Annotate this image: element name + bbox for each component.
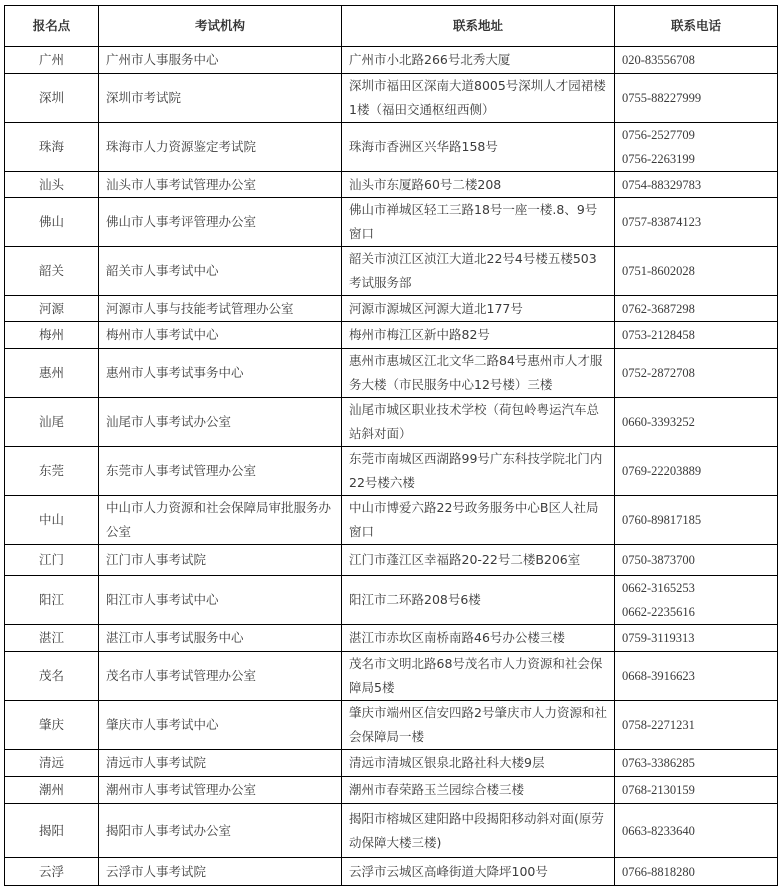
- cell-phone: [615, 545, 778, 576]
- cell-site: 河源: [5, 296, 99, 322]
- cell-address: 云浮市云城区高峰街道大降坪100号: [342, 858, 615, 886]
- cell-address: 东莞市南城区西湖路99号广东科技学院北门内22号楼六楼: [342, 447, 615, 496]
- phone-number: 0759-3119313: [622, 631, 695, 645]
- table-body: [5, 47, 778, 886]
- phone-number: 0769-22203889: [622, 464, 702, 478]
- phone-number: 0754-88329783: [622, 177, 702, 192]
- cell-org: 肇庆市人事考试中心: [99, 701, 342, 750]
- cell-site: 梅州: [5, 322, 99, 349]
- cell-phone: [615, 447, 778, 496]
- cell-site: 中山: [5, 496, 99, 545]
- table-row: [5, 777, 778, 804]
- phone-number: 0752-2872708: [622, 366, 695, 380]
- cell-phone: [615, 701, 778, 750]
- cell-phone: [615, 172, 778, 198]
- table-row: [5, 47, 778, 74]
- cell-address: 阳江市二环路208号6楼: [342, 576, 615, 625]
- table-row: [5, 496, 778, 545]
- cell-site: 佛山: [5, 198, 99, 247]
- phone-number: 0751-8602028: [622, 264, 695, 278]
- header-address: 联系地址: [342, 6, 615, 47]
- table-row: [5, 750, 778, 777]
- table-row: [5, 576, 778, 625]
- cell-org: 深圳市考试院: [99, 74, 342, 123]
- phone-number: 0755-88227999: [622, 91, 702, 105]
- cell-org: 珠海市人力资源鉴定考试院: [99, 123, 342, 172]
- cell-phone: [615, 858, 778, 886]
- cell-address: 梅州市梅江区新中路82号: [342, 322, 615, 349]
- cell-org: 潮州市人事考试管理办公室: [99, 777, 342, 804]
- cell-site: 广州: [5, 47, 99, 74]
- cell-site: 江门: [5, 545, 99, 576]
- phone-number: 0663-8233640: [622, 823, 695, 838]
- cell-org: 佛山市人事考评管理办公室: [99, 198, 342, 247]
- table-row: [5, 198, 778, 247]
- table-row: [5, 804, 778, 858]
- cell-phone: [615, 750, 778, 777]
- cell-org: 茂名市人事考试管理办公室: [99, 652, 342, 701]
- table-row: [5, 447, 778, 496]
- cell-org: 云浮市人事考试院: [99, 858, 342, 886]
- header-site: 报名点: [5, 6, 99, 47]
- cell-phone: [615, 652, 778, 701]
- cell-address: 深圳市福田区深南大道8005号深圳人才园裙楼1楼（福田交通枢纽西侧）: [342, 74, 615, 123]
- cell-org: 东莞市人事考试管理办公室: [99, 447, 342, 496]
- phone-number: 0750-3873700: [622, 553, 695, 567]
- table-row: [5, 247, 778, 296]
- cell-site: 珠海: [5, 123, 99, 172]
- cell-site: 韶关: [5, 247, 99, 296]
- phone-number: 020-83556708: [622, 53, 695, 67]
- cell-site: 肇庆: [5, 701, 99, 750]
- cell-site: 东莞: [5, 447, 99, 496]
- table-row: [5, 545, 778, 576]
- cell-address: 惠州市惠城区江北文华二路84号惠州市人才服务大楼（市民服务中心12号楼）三楼: [342, 349, 615, 398]
- phone-number: 0768-2130159: [622, 783, 695, 797]
- cell-site: 汕头: [5, 172, 99, 198]
- cell-phone: [615, 349, 778, 398]
- cell-org: 江门市人事考试院: [99, 545, 342, 576]
- phone-number: 0662-2235616: [622, 605, 695, 619]
- cell-org: 广州市人事服务中心: [99, 47, 342, 74]
- cell-address: 肇庆市端州区信安四路2号肇庆市人力资源和社会保障局一楼: [342, 701, 615, 750]
- exam-contacts-table: [4, 5, 778, 886]
- phone-number: 0760-89817185: [622, 513, 702, 527]
- phone-number: 0766-8818280: [622, 864, 695, 879]
- cell-address: 广州市小北路266号北秀大厦: [342, 47, 615, 74]
- cell-address: 清远市清城区银泉北路社科大楼9层: [342, 750, 615, 777]
- cell-phone: [615, 74, 778, 123]
- phone-number: 0660-3393252: [622, 415, 695, 429]
- cell-phone: [615, 247, 778, 296]
- cell-site: 阳江: [5, 576, 99, 625]
- table-row: [5, 172, 778, 198]
- table-row: [5, 701, 778, 750]
- phone-number: 0756-2527709: [622, 128, 695, 142]
- table-row: [5, 296, 778, 322]
- cell-org: 清远市人事考试院: [99, 750, 342, 777]
- cell-org: 湛江市人事考试服务中心: [99, 625, 342, 652]
- cell-phone: [615, 496, 778, 545]
- cell-phone: [615, 322, 778, 349]
- phone-number: 0758-2271231: [622, 718, 695, 732]
- header-row: [5, 6, 778, 47]
- table-row: [5, 123, 778, 172]
- cell-site: 湛江: [5, 625, 99, 652]
- phone-number: 0763-3386285: [622, 756, 695, 770]
- cell-phone: [615, 47, 778, 74]
- cell-phone: [615, 777, 778, 804]
- table-row: [5, 625, 778, 652]
- cell-org: 梅州市人事考试中心: [99, 322, 342, 349]
- phone-number: 0757-83874123: [622, 215, 702, 229]
- cell-site: 惠州: [5, 349, 99, 398]
- table-header: [5, 6, 778, 47]
- cell-org: 河源市人事与技能考试管理办公室: [99, 296, 342, 322]
- phone-number: 0753-2128458: [622, 328, 695, 342]
- cell-address: 潮州市春荣路玉兰园综合楼三楼: [342, 777, 615, 804]
- cell-site: 潮州: [5, 777, 99, 804]
- cell-site: 汕尾: [5, 398, 99, 447]
- cell-org: 汕头市人事考试管理办公室: [99, 172, 342, 198]
- cell-phone: [615, 123, 778, 172]
- cell-address: 中山市博爱六路22号政务服务中心B区人社局窗口: [342, 496, 615, 545]
- table-row: [5, 74, 778, 123]
- cell-address: 揭阳市榕城区建阳路中段揭阳移动斜对面(原劳动保障大楼三楼): [342, 804, 615, 858]
- table-row: [5, 349, 778, 398]
- table-row: [5, 858, 778, 886]
- cell-site: 揭阳: [5, 804, 99, 858]
- header-org: 考试机构: [99, 6, 342, 47]
- cell-phone: [615, 804, 778, 858]
- cell-phone: [615, 198, 778, 247]
- cell-phone: [615, 296, 778, 322]
- cell-phone: [615, 576, 778, 625]
- table-row: [5, 652, 778, 701]
- phone-number: 0662-3165253: [622, 581, 695, 595]
- cell-org: 揭阳市人事考试办公室: [99, 804, 342, 858]
- cell-address: 茂名市文明北路68号茂名市人力资源和社会保障局5楼: [342, 652, 615, 701]
- cell-address: 韶关市浈江区浈江大道北22号4号楼五楼503考试服务部: [342, 247, 615, 296]
- phone-number: 0668-3916623: [622, 669, 695, 683]
- cell-address: 河源市源城区河源大道北177号: [342, 296, 615, 322]
- table-row: [5, 322, 778, 349]
- cell-address: 珠海市香洲区兴华路158号: [342, 123, 615, 172]
- cell-address: 佛山市禅城区轻工三路18号一座一楼.8、9号窗口: [342, 198, 615, 247]
- cell-site: 茂名: [5, 652, 99, 701]
- cell-site: 深圳: [5, 74, 99, 123]
- cell-address: 湛江市赤坎区南桥南路46号办公楼三楼: [342, 625, 615, 652]
- cell-phone: [615, 625, 778, 652]
- cell-site: 云浮: [5, 858, 99, 886]
- cell-address: 汕尾市城区职业技术学校（荷包岭粤运汽车总站斜对面）: [342, 398, 615, 447]
- phone-number: 0756-2263199: [622, 152, 695, 166]
- table-row: [5, 398, 778, 447]
- cell-org: 汕尾市人事考试办公室: [99, 398, 342, 447]
- cell-site: 清远: [5, 750, 99, 777]
- cell-address: 江门市蓬江区幸福路20-22号二楼B206室: [342, 545, 615, 576]
- cell-address: 汕头市东厦路60号二楼208: [342, 172, 615, 198]
- phone-number: 0762-3687298: [622, 301, 695, 316]
- cell-org: 惠州市人事考试事务中心: [99, 349, 342, 398]
- cell-org: 韶关市人事考试中心: [99, 247, 342, 296]
- header-phone: 联系电话: [615, 6, 778, 47]
- cell-org: 中山市人力资源和社会保障局审批服务办公室: [99, 496, 342, 545]
- cell-org: 阳江市人事考试中心: [99, 576, 342, 625]
- cell-phone: [615, 398, 778, 447]
